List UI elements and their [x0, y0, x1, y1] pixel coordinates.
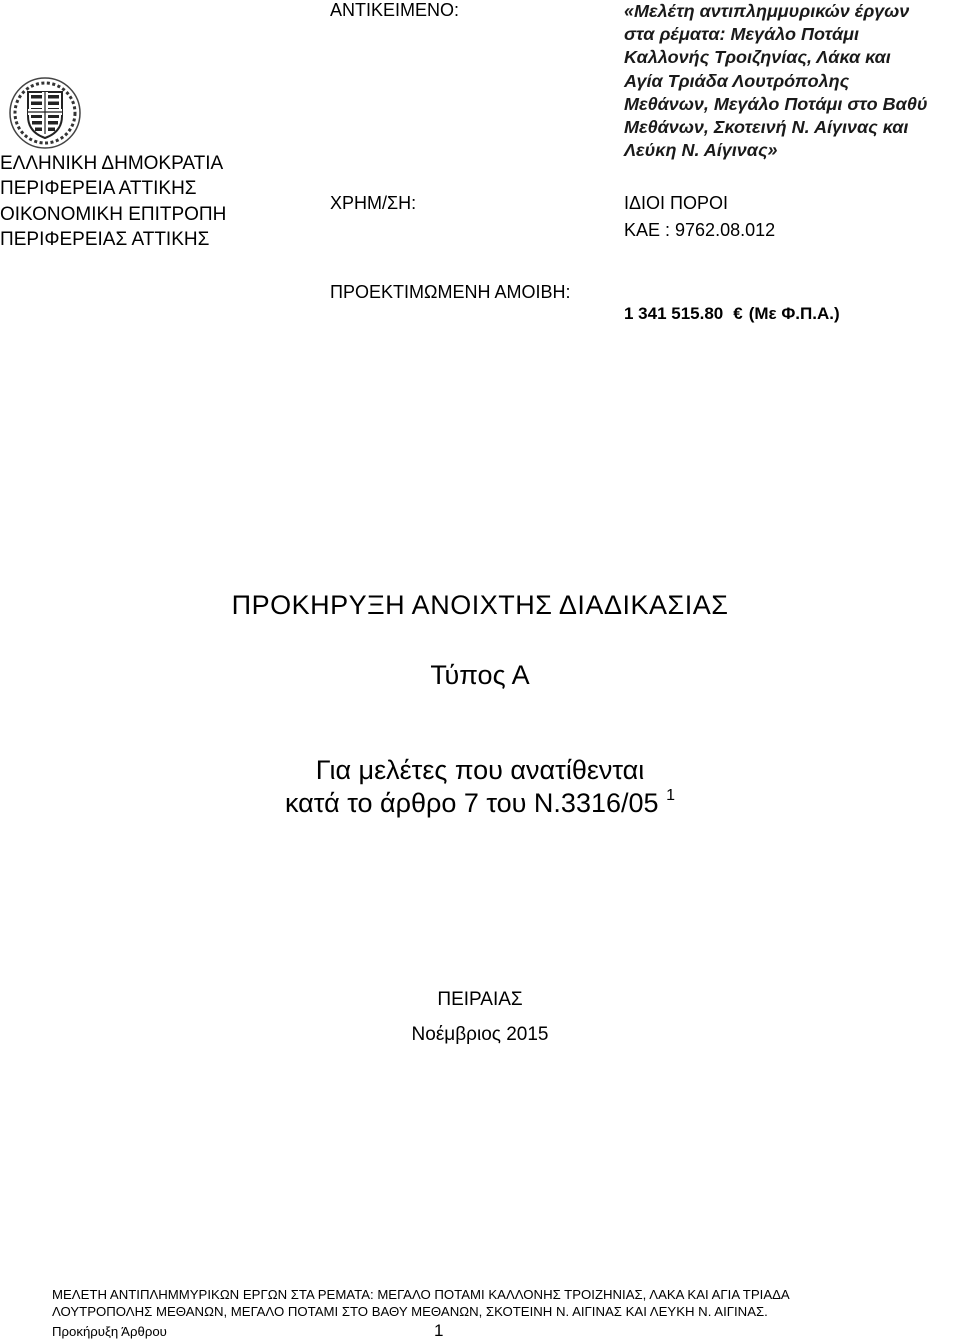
funding-label: ΧΡΗΜ/ΣΗ:: [330, 193, 417, 213]
fee-label: ΠΡΟΕΚΤΙΜΩΜΕΝΗ ΑΜΟΙΒΗ:: [330, 282, 571, 302]
scope-line-1: Για μελέτες που ανατίθενται: [315, 755, 645, 785]
footnote-mark: 1: [666, 787, 675, 804]
subject-text: «Μελέτη αντιπλημμυρικών έργων στα ρέματα: Μεγάλο Ποτάμι Καλλονής Τροιζηνίας, Λάκα και Αγία Τριάδα Λουτρόπολης Μεθάνων, Μεγάλο Ποτάμι στο Βαθύ Μεθάνων, Σκοτεινή Ν. Αίγινας και Λεύκη Ν. Αίγινας»: [624, 1, 928, 161]
authority-line-3: ΟΙΚΟΝΟΜΙΚΗ ΕΠΙΤΡΟΠΗ: [0, 204, 227, 225]
issue-date: Νοέμβριος 2015: [411, 1024, 549, 1045]
funding-details: [624, 190, 775, 244]
issuing-authority: [0, 152, 226, 252]
footer-line-1: ΜΕΛΕΤΗ ΑΝΤΙΠΛΗΜΜΥΡΙΚΩΝ ΕΡΓΩΝ ΣΤΑ ΡΕΜΑΤΑ: ΜΕΓΑΛΟ ΠΟΤΑΜΙ ΚΑΛΛΟΝΗΣ ΤΡΟΙΖΗΝΙΑΣ, ΛΑΚΑ ΚΑΙ ΑΓΙΑ ΤΡΙΑΔΑ: [52, 1287, 790, 1302]
fee-note: (Με Φ.Π.Α.): [748, 304, 840, 323]
subject-label: ΑΝΤΙΚΕΙΜΕΝΟ:: [330, 0, 460, 20]
document-scope: [0, 754, 960, 820]
page-number: 1: [434, 1321, 444, 1340]
funding-code: ΚΑΕ : 9762.08.012: [624, 220, 776, 240]
footer-doc-label: Προκήρυξη Άρθρου: [52, 1324, 167, 1339]
page-footer: [52, 1286, 790, 1320]
authority-line-2: ΠΕΡΙΦΕΡΕΙΑ ΑΤΤΙΚΗΣ: [0, 178, 197, 199]
fee-amount: 1 341 515.80: [624, 304, 724, 323]
document-type: Τύπος Α: [430, 660, 530, 690]
authority-line-1: ΕΛΛΗΝΙΚΗ ΔΗΜΟΚΡΑΤΙΑ: [0, 153, 224, 174]
authority-line-4: ΠΕΡΙΦΕΡΕΙΑΣ ΑΤΤΙΚΗΣ: [0, 229, 210, 250]
city: ΠΕΙΡΑΙΑΣ: [437, 989, 523, 1010]
document-title: ΠΡΟΚΗΡΥΞΗ ΑΝΟΙΧΤΗΣ ΔΙΑΔΙΚΑΣΙΑΣ: [231, 590, 729, 620]
euro-icon: €: [733, 304, 743, 323]
funding-source: ΙΔΙΟΙ ΠΟΡΟΙ: [624, 193, 729, 213]
footer-line-2: ΛΟΥΤΡΟΠΟΛΗΣ ΜΕΘΑΝΩΝ, ΜΕΓΑΛΟ ΠΟΤΑΜΙ ΣΤΟ ΒΑΘΥ ΜΕΘΑΝΩΝ, ΣΚΟΤΕΙΝΗ Ν. ΑΙΓΙΝΑΣ ΚΑΙ ΛΕΥΚΗ Ν. ΑΙΓΙΝΑΣ.: [52, 1304, 768, 1319]
greek-coat-of-arms-icon: [8, 76, 82, 150]
fee-value: [624, 304, 840, 324]
scope-line-2-text: κατά το άρθρο 7 του Ν.3316/05: [285, 788, 659, 818]
scope-line-2: [0, 787, 960, 820]
